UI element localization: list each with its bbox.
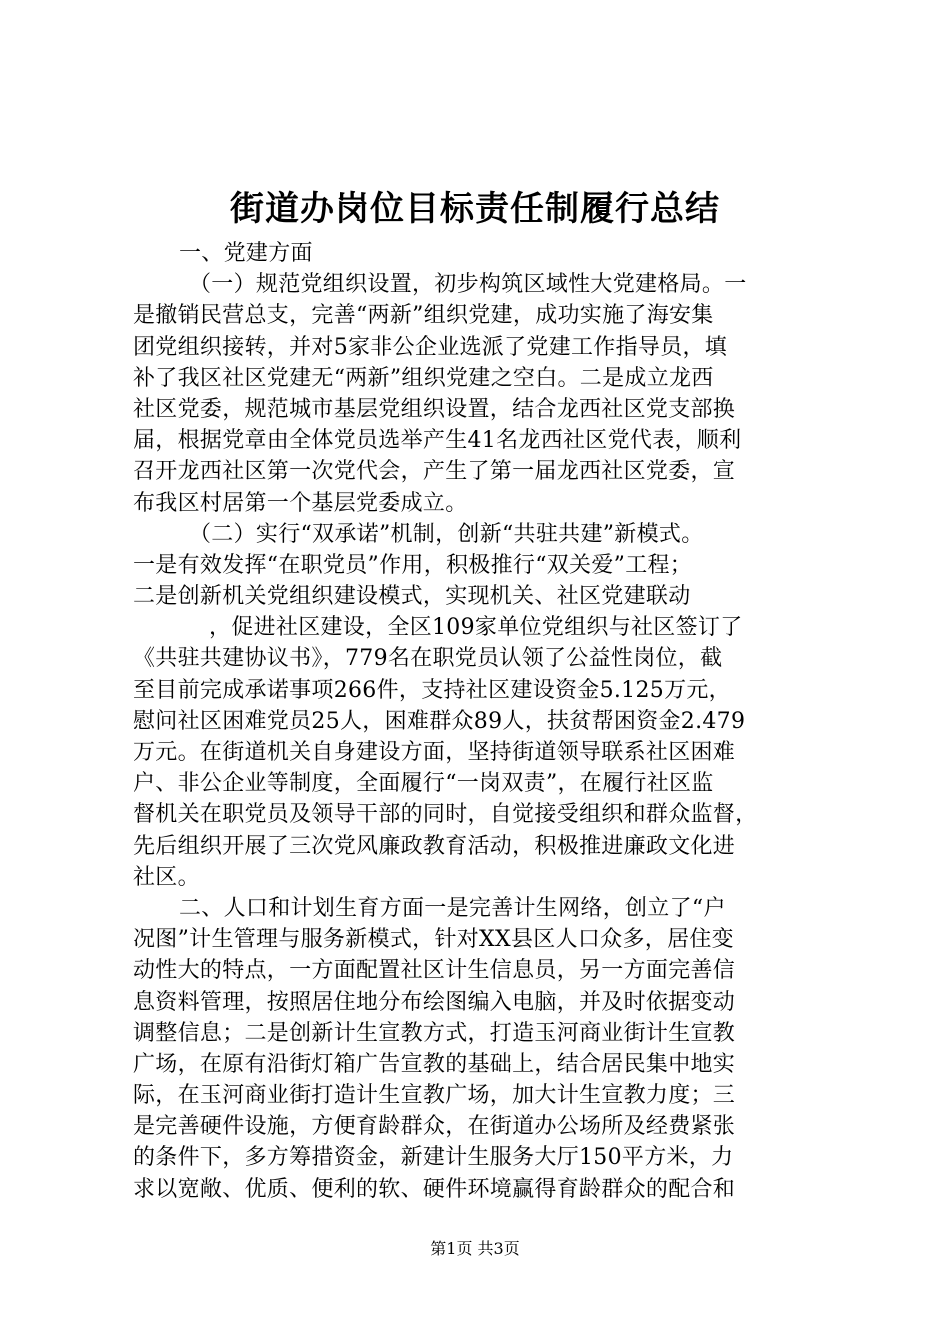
section-heading: 一、党建方面 [179,241,313,266]
paragraph-line: 是撤销民营总支，完善“两新”组织党建，成功实施了海安集 [133,303,714,329]
paragraph-line: 慰问社区困难党员25人，困难群众89人，扶贫帮困资金2.479 [133,708,746,734]
paragraph-line: 际，在玉河商业街打造计生宣教广场，加大计生宣教力度；三 [133,1083,736,1109]
paragraph-line: ，促进社区建设，全区109家单位党组织与社区签订了 [209,615,743,641]
paragraph-line: （二）实行“双承诺”机制，创新“共驻共建”新模式。 [189,521,704,547]
paragraph-line: 先后组织开展了三次党风廉政教育活动，积极推进廉政文化进 [133,833,736,859]
paragraph-line: 至目前完成承诺事项266件，支持社区建设资金5.125万元， [133,677,731,703]
paragraph-line: 一是有效发挥“在职党员”作用，积极推行“双关爱”工程； [133,552,693,578]
document-body [133,238,833,1205]
paragraph-line: 团党组织接转，并对5家非公企业选派了党建工作指导员，填 [133,334,728,360]
paragraph-line: 社区党委，规范城市基层党组织设置，结合龙西社区党支部换 [133,396,736,422]
paragraph-line: 是完善硬件设施，方便育龄群众，在街道办公场所及经费紧张 [133,1114,736,1140]
paragraph-line: 况图”计生管理与服务新模式，针对XX县区人口众多，居住变 [133,927,734,953]
paragraph-line: 动性大的特点，一方面配置社区计生信息员，另一方面完善信 [133,958,736,984]
paragraph-line: 调整信息；二是创新计生宣教方式，打造玉河商业街计生宣教 [133,1020,736,1046]
paragraph-line: （一）规范党组织设置，初步构筑区域性大党建格局。一 [189,272,747,298]
paragraph-line: 息资料管理，按照居住地分布绘图编入电脑，并及时依据变动 [133,989,736,1015]
paragraph-line: 布我区村居第一个基层党委成立。 [133,490,468,516]
paragraph-line: 召开龙西社区第一次党代会，产生了第一届龙西社区党委，宣 [133,459,736,485]
paragraph-line: 届，根据党章由全体党员选举产生41名龙西社区党代表，顺利 [133,428,742,454]
document-title: 街道办岗位目标责任制履行总结 [230,189,720,229]
paragraph-line: 《共驻共建协议书》，779名在职党员认领了公益性岗位，截 [133,646,723,672]
paragraph-line: 户、非公企业等制度，全面履行“一岗双责”，在履行社区监 [133,771,714,797]
paragraph-line: 求以宽敞、优质、便利的软、硬件环境赢得育龄群众的配合和 [133,1176,736,1202]
paragraph-line: 补了我区社区党建无“两新”组织党建之空白。二是成立龙西 [133,365,714,391]
paragraph-line: 二是创新机关党组织建设模式，实现机关、社区党建联动 [133,584,691,610]
paragraph-line: 社区。 [133,864,200,890]
page-number: 第1页 共3页 [430,1239,520,1258]
paragraph-line: 广场，在原有沿街灯箱广告宣教的基础上，结合居民集中地实 [133,1051,736,1077]
section-heading: 二、人口和计划生育方面一是完善计生网络，创立了“户 [179,895,726,921]
paragraph-line: 督机关在职党员及领导干部的同时，自觉接受组织和群众监督， [133,802,758,828]
paragraph-line: 的条件下，多方筹措资金，新建计生服务大厅150平方米，力 [133,1145,734,1171]
paragraph-line: 万元。在街道机关自身建设方面，坚持街道领导联系社区困难 [133,740,736,765]
